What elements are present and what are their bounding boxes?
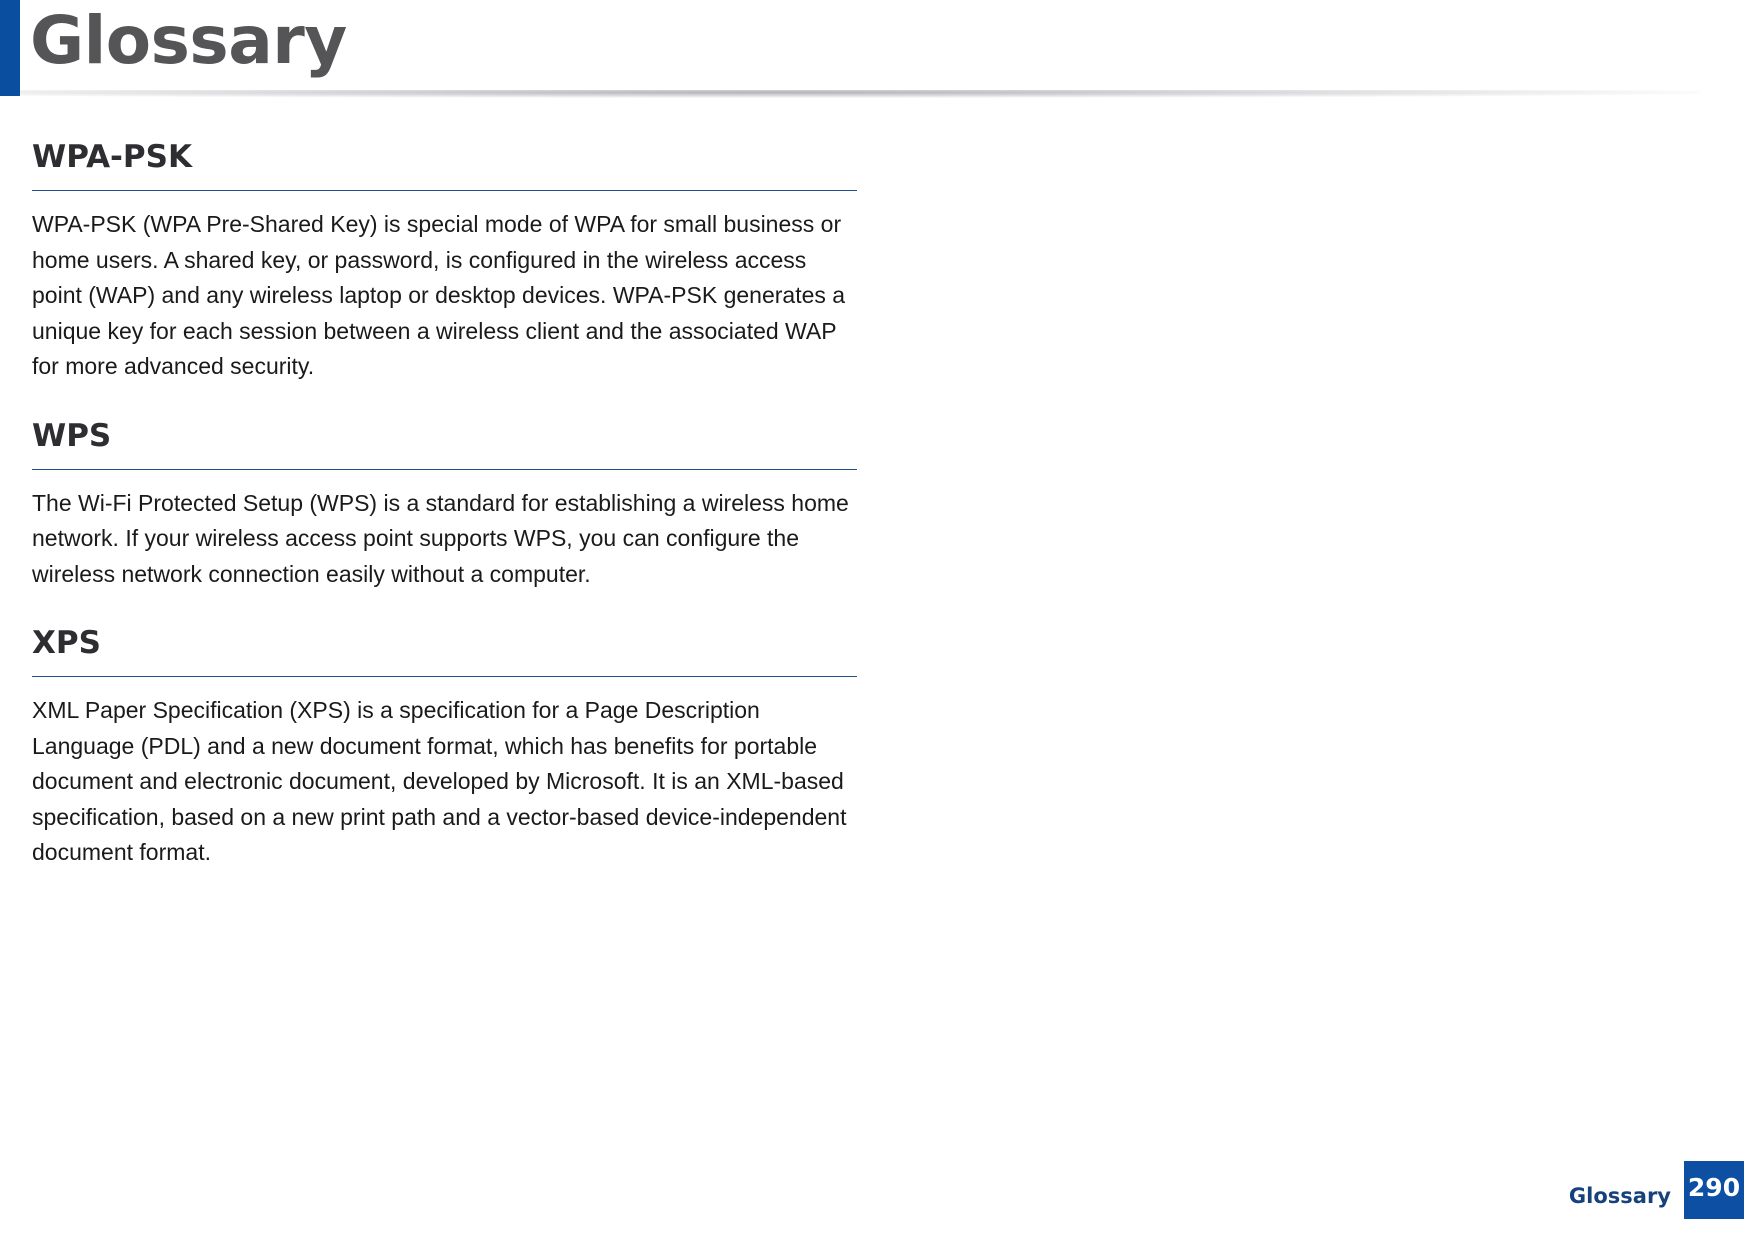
term-heading: WPS xyxy=(32,415,857,470)
footer-section-label: Glossary xyxy=(1568,1184,1671,1208)
page-title: Glossary xyxy=(30,2,347,79)
header-accent-bar xyxy=(0,0,20,96)
term-definition: WPA-PSK (WPA Pre-Shared Key) is special mode of WPA for small business or home users. A shared key, or password, is configured in the wireless access point (WAP) and any wireless laptop or desktop devices. WPA-PSK generates a unique key for each session between a wireless client and the associated WAP for more advanced security. xyxy=(32,211,846,379)
title-divider xyxy=(20,90,1700,98)
glossary-entry-wps xyxy=(32,415,857,593)
term-heading: XPS xyxy=(32,622,857,677)
glossary-content xyxy=(32,136,857,901)
glossary-entry-xps xyxy=(32,622,857,871)
term-definition: The Wi-Fi Protected Setup (WPS) is a standard for establishing a wireless home network. If your wireless access point supports WPS, you can configure the wireless network connection easily without a computer. xyxy=(32,489,849,587)
glossary-entry-wpa-psk xyxy=(32,136,857,385)
term-heading: WPA-PSK xyxy=(32,136,857,191)
page-number-badge: 290 xyxy=(1684,1161,1744,1219)
term-definition: XML Paper Specification (XPS) is a specification for a Page Description Language (PDL) and a new document format, which has benefits for portable document and electronic document, developed by Microsoft. It is an XML-based specification, based on a new print path and a vector-based device-independent document format. xyxy=(32,697,847,865)
